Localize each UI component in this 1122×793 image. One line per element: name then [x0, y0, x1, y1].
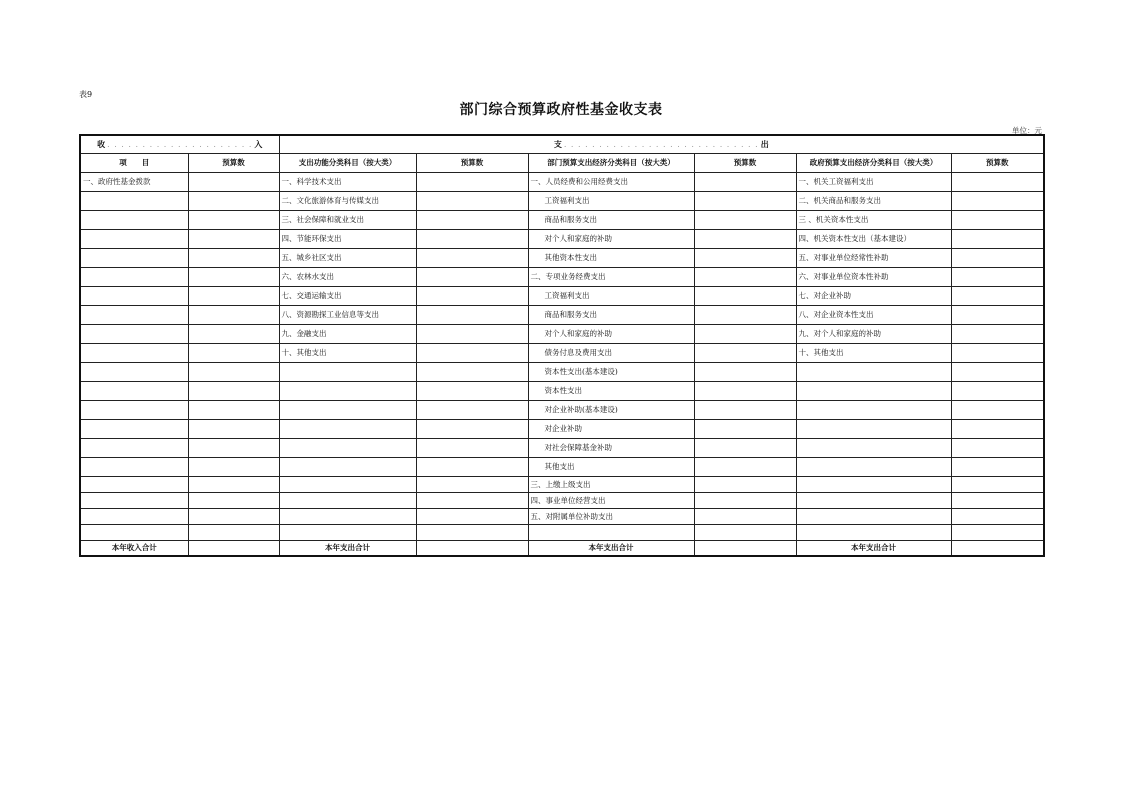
cell-dept-econ-class: 对企业补助(基本建设) — [528, 401, 694, 420]
total-income-value — [188, 541, 279, 557]
cell-func-class: 二、文化旅游体育与传媒支出 — [279, 192, 416, 211]
section-header-row — [80, 135, 1044, 154]
cell-budget-income — [188, 268, 279, 287]
table-row — [80, 230, 1044, 249]
cell-gov-econ-class: 七、对企业补助 — [796, 287, 951, 306]
cell-dept-econ-class: 商品和服务支出 — [528, 306, 694, 325]
cell-budget-func — [416, 325, 528, 344]
cell-budget-func — [416, 230, 528, 249]
cell-budget-dept — [694, 173, 796, 192]
totals-row — [80, 541, 1044, 557]
cell-budget-gov — [951, 509, 1044, 525]
cell-budget-income — [188, 458, 279, 477]
cell-budget-gov — [951, 525, 1044, 541]
cell-budget-func — [416, 493, 528, 509]
cell-func-class: 七、交通运输支出 — [279, 287, 416, 306]
cell-budget-dept — [694, 401, 796, 420]
cell-budget-func — [416, 249, 528, 268]
cell-income-item — [80, 268, 188, 287]
cell-budget-dept — [694, 192, 796, 211]
cell-budget-func — [416, 306, 528, 325]
cell-dept-econ-class: 债务付息及费用支出 — [528, 344, 694, 363]
cell-func-class: 十、其他支出 — [279, 344, 416, 363]
cell-budget-income — [188, 420, 279, 439]
table-row — [80, 525, 1044, 541]
cell-income-item — [80, 306, 188, 325]
cell-budget-dept — [694, 509, 796, 525]
cell-budget-func — [416, 211, 528, 230]
cell-budget-func — [416, 382, 528, 401]
cell-budget-dept — [694, 230, 796, 249]
cell-func-class — [279, 439, 416, 458]
table-row — [80, 173, 1044, 192]
cell-func-class — [279, 509, 416, 525]
cell-budget-gov — [951, 363, 1044, 382]
cell-income-item — [80, 344, 188, 363]
cell-gov-econ-class — [796, 509, 951, 525]
cell-func-class — [279, 477, 416, 493]
cell-income-item — [80, 458, 188, 477]
cell-gov-econ-class — [796, 382, 951, 401]
cell-budget-func — [416, 420, 528, 439]
cell-dept-econ-class: 对个人和家庭的补助 — [528, 230, 694, 249]
cell-budget-func — [416, 439, 528, 458]
cell-budget-gov — [951, 211, 1044, 230]
cell-gov-econ-class: 十、其他支出 — [796, 344, 951, 363]
cell-gov-econ-class — [796, 363, 951, 382]
cell-func-class — [279, 363, 416, 382]
cell-budget-dept — [694, 477, 796, 493]
income-section-header — [80, 135, 279, 154]
cell-budget-gov — [951, 477, 1044, 493]
cell-gov-econ-class — [796, 439, 951, 458]
cell-func-class: 三、社会保障和就业支出 — [279, 211, 416, 230]
cell-budget-func — [416, 363, 528, 382]
cell-dept-econ-class: 对个人和家庭的补助 — [528, 325, 694, 344]
cell-budget-income — [188, 287, 279, 306]
cell-budget-func — [416, 287, 528, 306]
cell-income-item — [80, 249, 188, 268]
cell-income-item — [80, 493, 188, 509]
cell-budget-dept — [694, 382, 796, 401]
col-budget-2: 预算数 — [416, 154, 528, 173]
cell-gov-econ-class: 六、对事业单位资本性补助 — [796, 268, 951, 287]
cell-dept-econ-class: 资本性支出(基本建设) — [528, 363, 694, 382]
cell-dept-econ-class: 其他支出 — [528, 458, 694, 477]
table-row — [80, 268, 1044, 287]
cell-budget-func — [416, 525, 528, 541]
cell-gov-econ-class — [796, 458, 951, 477]
table-row — [80, 382, 1044, 401]
cell-budget-func — [416, 344, 528, 363]
cell-budget-income — [188, 493, 279, 509]
cell-budget-dept — [694, 439, 796, 458]
fund-budget-table — [79, 134, 1045, 557]
cell-budget-dept — [694, 363, 796, 382]
cell-budget-dept — [694, 325, 796, 344]
table-row — [80, 344, 1044, 363]
cell-gov-econ-class: 一、机关工资福利支出 — [796, 173, 951, 192]
cell-budget-gov — [951, 344, 1044, 363]
cell-income-item — [80, 325, 188, 344]
cell-budget-income — [188, 173, 279, 192]
cell-func-class — [279, 420, 416, 439]
cell-func-class — [279, 401, 416, 420]
col-budget-4: 预算数 — [951, 154, 1044, 173]
cell-budget-dept — [694, 249, 796, 268]
table-row — [80, 211, 1044, 230]
cell-dept-econ-class: 工资福利支出 — [528, 287, 694, 306]
cell-income-item — [80, 401, 188, 420]
cell-gov-econ-class: 二、机关商品和服务支出 — [796, 192, 951, 211]
page-title: 部门综合预算政府性基金收支表 — [459, 102, 663, 118]
cell-budget-dept — [694, 211, 796, 230]
cell-dept-econ-class: 五、对附属单位补助支出 — [528, 509, 694, 525]
cell-budget-income — [188, 439, 279, 458]
cell-gov-econ-class — [796, 420, 951, 439]
cell-budget-income — [188, 211, 279, 230]
cell-budget-gov — [951, 325, 1044, 344]
cell-income-item — [80, 525, 188, 541]
col-gov-econ-class: 政府预算支出经济分类科目（按大类） — [796, 154, 951, 173]
cell-func-class — [279, 382, 416, 401]
table-number: 表9 — [79, 90, 93, 99]
cell-dept-econ-class: 商品和服务支出 — [528, 211, 694, 230]
total-income-label: 本年收入合计 — [80, 541, 188, 557]
income-section-right: 入 — [254, 139, 263, 149]
cell-income-item — [80, 439, 188, 458]
cell-budget-income — [188, 230, 279, 249]
cell-budget-func — [416, 509, 528, 525]
cell-func-class: 一、科学技术支出 — [279, 173, 416, 192]
expense-section-right: 出 — [760, 139, 769, 149]
cell-income-item — [80, 192, 188, 211]
cell-budget-income — [188, 525, 279, 541]
cell-dept-econ-class: 其他资本性支出 — [528, 249, 694, 268]
cell-dept-econ-class: 对社会保障基金补助 — [528, 439, 694, 458]
dot-leader: . . . . . . . . . . . . . . . . . . . . . . . . . . . . — [563, 140, 759, 149]
cell-budget-income — [188, 306, 279, 325]
expense-section-left: 支 — [553, 139, 562, 149]
cell-income-item — [80, 363, 188, 382]
cell-dept-econ-class: 对企业补助 — [528, 420, 694, 439]
table-row — [80, 401, 1044, 420]
total-func-label: 本年支出合计 — [279, 541, 416, 557]
cell-budget-gov — [951, 268, 1044, 287]
table-row — [80, 477, 1044, 493]
total-dept-value — [694, 541, 796, 557]
cell-budget-income — [188, 382, 279, 401]
cell-gov-econ-class: 三 、机关资本性支出 — [796, 211, 951, 230]
total-dept-label: 本年支出合计 — [528, 541, 694, 557]
dot-leader: . . . . . . . . . . . . . . . . . . . . . — [107, 140, 253, 149]
table-row — [80, 325, 1044, 344]
cell-budget-dept — [694, 525, 796, 541]
cell-income-item — [80, 477, 188, 493]
table-row — [80, 420, 1044, 439]
cell-gov-econ-class — [796, 525, 951, 541]
table-row — [80, 192, 1044, 211]
cell-gov-econ-class: 四、机关资本性支出（基本建设） — [796, 230, 951, 249]
col-income-item: 项 目 — [80, 154, 188, 173]
col-func-class: 支出功能分类科目（按大类） — [279, 154, 416, 173]
cell-dept-econ-class — [528, 525, 694, 541]
cell-income-item — [80, 287, 188, 306]
cell-dept-econ-class: 工资福利支出 — [528, 192, 694, 211]
cell-budget-gov — [951, 420, 1044, 439]
table-row — [80, 458, 1044, 477]
cell-func-class: 六、农林水支出 — [279, 268, 416, 287]
cell-gov-econ-class: 五、对事业单位经常性补助 — [796, 249, 951, 268]
cell-func-class: 九、金融支出 — [279, 325, 416, 344]
cell-budget-gov — [951, 382, 1044, 401]
cell-income-item — [80, 509, 188, 525]
cell-income-item: 一、政府性基金拨款 — [80, 173, 188, 192]
cell-budget-func — [416, 268, 528, 287]
cell-budget-gov — [951, 249, 1044, 268]
total-func-value — [416, 541, 528, 557]
table-row — [80, 363, 1044, 382]
unit-label: 单位：元 — [1012, 126, 1042, 135]
cell-func-class: 五、城乡社区支出 — [279, 249, 416, 268]
cell-budget-func — [416, 458, 528, 477]
cell-budget-gov — [951, 287, 1044, 306]
total-gov-label: 本年支出合计 — [796, 541, 951, 557]
cell-dept-econ-class: 三、上缴上级支出 — [528, 477, 694, 493]
cell-budget-gov — [951, 458, 1044, 477]
col-budget-3: 预算数 — [694, 154, 796, 173]
cell-func-class: 四、节能环保支出 — [279, 230, 416, 249]
cell-gov-econ-class: 九、对个人和家庭的补助 — [796, 325, 951, 344]
cell-budget-gov — [951, 306, 1044, 325]
cell-budget-gov — [951, 401, 1044, 420]
cell-budget-dept — [694, 268, 796, 287]
cell-budget-income — [188, 401, 279, 420]
cell-budget-gov — [951, 493, 1044, 509]
cell-dept-econ-class: 一、人员经费和公用经费支出 — [528, 173, 694, 192]
table-row — [80, 439, 1044, 458]
table-row — [80, 493, 1044, 509]
cell-budget-gov — [951, 439, 1044, 458]
cell-gov-econ-class: 八、对企业资本性支出 — [796, 306, 951, 325]
cell-budget-income — [188, 363, 279, 382]
cell-budget-dept — [694, 344, 796, 363]
cell-budget-dept — [694, 458, 796, 477]
table-row — [80, 249, 1044, 268]
cell-dept-econ-class: 四、事业单位经营支出 — [528, 493, 694, 509]
cell-gov-econ-class — [796, 493, 951, 509]
expense-section-header — [279, 135, 1044, 154]
table-row — [80, 509, 1044, 525]
cell-budget-dept — [694, 493, 796, 509]
cell-budget-dept — [694, 420, 796, 439]
cell-func-class — [279, 525, 416, 541]
cell-budget-gov — [951, 230, 1044, 249]
cell-dept-econ-class: 二、专项业务经费支出 — [528, 268, 694, 287]
col-dept-econ-class: 部门预算支出经济分类科目（按大类） — [528, 154, 694, 173]
cell-income-item — [80, 382, 188, 401]
cell-func-class — [279, 458, 416, 477]
total-gov-value — [951, 541, 1044, 557]
cell-budget-income — [188, 249, 279, 268]
cell-func-class: 八、资源勘探工业信息等支出 — [279, 306, 416, 325]
cell-budget-income — [188, 344, 279, 363]
cell-budget-func — [416, 477, 528, 493]
column-header-row — [80, 154, 1044, 173]
cell-income-item — [80, 211, 188, 230]
cell-gov-econ-class — [796, 477, 951, 493]
cell-income-item — [80, 420, 188, 439]
cell-budget-income — [188, 325, 279, 344]
cell-dept-econ-class: 资本性支出 — [528, 382, 694, 401]
cell-budget-dept — [694, 287, 796, 306]
cell-budget-gov — [951, 192, 1044, 211]
cell-budget-income — [188, 509, 279, 525]
cell-budget-func — [416, 173, 528, 192]
cell-budget-dept — [694, 306, 796, 325]
cell-budget-income — [188, 192, 279, 211]
cell-budget-func — [416, 401, 528, 420]
cell-budget-income — [188, 477, 279, 493]
income-section-left: 收 — [97, 139, 106, 149]
table-row — [80, 287, 1044, 306]
col-budget-1: 预算数 — [188, 154, 279, 173]
table-row — [80, 306, 1044, 325]
cell-income-item — [80, 230, 188, 249]
cell-budget-gov — [951, 173, 1044, 192]
cell-func-class — [279, 493, 416, 509]
cell-budget-func — [416, 192, 528, 211]
cell-gov-econ-class — [796, 401, 951, 420]
